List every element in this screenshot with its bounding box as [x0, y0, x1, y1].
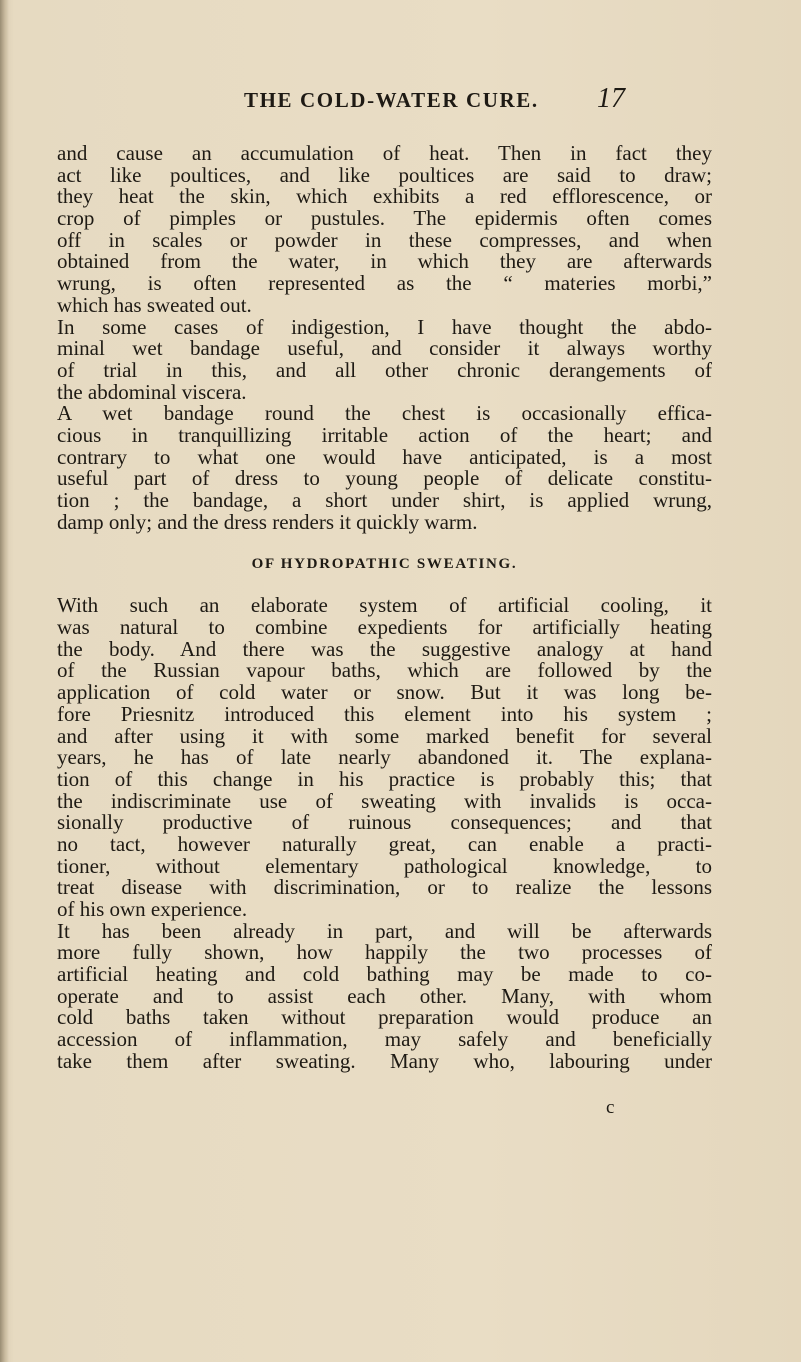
text-line: treat disease with discrimination, or to realize the lessons: [57, 875, 712, 900]
text-line: damp only; and the dress renders it quickly warm.: [57, 509, 478, 534]
text-line: cious in tranquillizing irritable action of the heart; and: [57, 422, 712, 447]
text-line: accession of inflammation, may safely and beneficially: [57, 1027, 712, 1052]
text-line: crop of pimples or pustules. The epidermis often comes: [57, 206, 712, 231]
text-line: application of cold water or snow. But it was long be-: [57, 680, 712, 705]
text-line: A wet bandage round the chest is occasionally effica-: [57, 401, 712, 426]
text-line: contrary to what one would have anticipated, is a most: [57, 444, 712, 469]
text-line: With such an elaborate system of artificial cooling, it: [57, 593, 712, 618]
text-line: they heat the skin, which exhibits a red efflorescence, or: [57, 184, 712, 209]
text-line: take them after sweating. Many who, labouring under: [57, 1048, 712, 1073]
text-line: In some cases of indigestion, I have thought the abdo-: [57, 314, 712, 339]
body-text: [57, 143, 712, 1073]
text-line: It has been already in part, and will be afterwards: [57, 918, 712, 943]
text-line: wrung, is often represented as the “ materies morbi,”: [57, 271, 712, 296]
text-line: of trial in this, and all other chronic derangements of: [57, 357, 712, 382]
text-line: off in scales or powder in these compresses, and when: [57, 227, 712, 252]
text-line: artificial heating and cold bathing may be made to co-: [57, 962, 712, 987]
text-line: was natural to combine expedients for artificially heating: [57, 615, 712, 640]
text-line: obtained from the water, in which they are afterwards: [57, 249, 712, 274]
text-line: no tact, however naturally great, can enable a practi-: [57, 831, 712, 856]
text-line: cold baths taken without preparation would produce an: [57, 1005, 712, 1030]
text-line: operate and to assist each other. Many, with whom: [57, 983, 712, 1008]
text-line: the body. And there was the suggestive analogy at hand: [57, 636, 712, 661]
text-line: and cause an accumulation of heat. Then in fact they: [57, 141, 712, 165]
page-number: 17: [597, 83, 625, 114]
text-line: act like poultices, and like poultices are said to draw;: [57, 162, 712, 187]
text-line: tioner, without elementary pathological knowledge, to: [57, 853, 712, 878]
text-line: minal wet bandage useful, and consider it always worthy: [57, 336, 712, 361]
text-line: and after using it with some marked benefit for several: [57, 723, 712, 748]
text-line: more fully shown, how happily the two processes of: [57, 940, 712, 965]
text-line: sionally productive of ruinous consequences; and that: [57, 810, 712, 835]
signature-mark: c: [606, 1097, 615, 1118]
text-line: tion of this change in his practice is probably this; that: [57, 766, 712, 791]
running-head: THE COLD-WATER CURE.: [244, 88, 539, 112]
text-line: tion ; the bandage, a short under shirt, is applied wrung,: [57, 488, 712, 512]
text-line: useful part of dress to young people of delicate constitu-: [57, 466, 712, 491]
text-line: which has sweated out.: [57, 292, 252, 317]
text-line: the abdominal viscera.: [57, 379, 247, 404]
text-line: of his own experience.: [57, 897, 248, 921]
text-line: the indiscriminate use of sweating with invalids is occa-: [57, 788, 712, 813]
text-line: fore Priesnitz introduced this element into his system ;: [57, 701, 712, 726]
text-line: of the Russian vapour baths, which are followed by the: [57, 658, 712, 683]
page-gutter-shadow: [0, 0, 9, 1362]
page-header: [0, 83, 801, 122]
section-heading: OF HYDROPATHIC SWEATING.: [251, 556, 518, 573]
text-line: years, he has of late nearly abandoned it. The explana-: [57, 745, 712, 770]
